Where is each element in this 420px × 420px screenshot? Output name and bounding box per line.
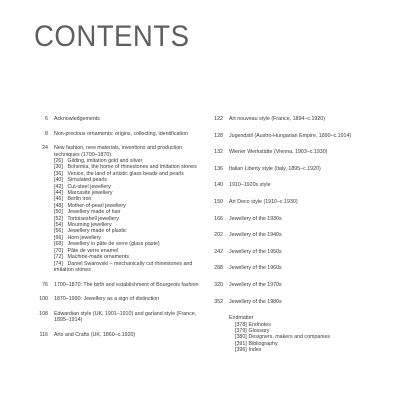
toc-title: Acknowledgements (54, 116, 100, 122)
toc-entry (34, 332, 204, 338)
toc-sub-title: Tortoiseshell jewellery (67, 215, 119, 222)
endmatter-title: Designers, makers and companies (248, 334, 331, 341)
toc-sub-page: [30] (54, 164, 63, 171)
endmatter-item (235, 347, 389, 353)
toc-title: 1910–1920s style (229, 182, 271, 189)
toc-sub-page: [36] (54, 170, 63, 177)
toc-sub-page: [54] (54, 222, 63, 229)
toc-page-number: 108 (39, 310, 48, 317)
toc-title: Italian Liberty style (Italy, 1895–c.1920) (229, 165, 321, 172)
toc-sub-page: [68] (54, 241, 63, 248)
toc-entry (209, 182, 389, 188)
endmatter-title: Index (248, 347, 262, 354)
endmatter-title: Endnotes (248, 321, 271, 328)
endmatter-page: [380] (235, 334, 247, 341)
toc-entry (209, 265, 389, 271)
toc-entry (209, 166, 389, 172)
contents-left-column (34, 116, 204, 338)
toc-title: 1700–1870: The birth and establishment of Bourgeois fashion (54, 281, 199, 288)
toc-entry (209, 216, 389, 222)
toc-page-number: 76 (42, 281, 48, 288)
toc-title: Jewellery of the 1980s (229, 298, 282, 305)
toc-entry (209, 282, 389, 288)
toc-entry (34, 296, 204, 302)
toc-sub-title: Simulated pearls (67, 177, 107, 184)
toc-entry (34, 131, 204, 137)
toc-page-number: 242 (214, 248, 223, 255)
toc-page-number: 352 (214, 298, 223, 305)
contents-right-column (209, 116, 389, 354)
toc-subentry (54, 261, 204, 274)
toc-title: Jewellery of the 1950s (229, 248, 282, 255)
toc-subentry-list (54, 158, 204, 273)
toc-entry (34, 282, 204, 288)
toc-entry (209, 249, 389, 255)
toc-page-number: 122 (214, 116, 223, 122)
toc-sub-title: Cut-steel jewellery (67, 183, 111, 190)
toc-title: Jugendstil (Austro-Hungarian Empire, 1890–c.1914) (229, 132, 352, 139)
endmatter-page: [378] (235, 321, 247, 328)
toc-sub-title: Pâte de verre enamel (67, 247, 119, 254)
endmatter-list (235, 322, 389, 354)
toc-title: Jewellery of the 1930s (229, 215, 282, 222)
toc-sub-title: Jewellery made of hair (67, 209, 121, 216)
toc-sub-page: [42] (54, 183, 63, 190)
toc-entry (34, 145, 204, 158)
endmatter-page: [391] (235, 340, 247, 347)
toc-sub-title: Jewellery made of plastic (67, 228, 127, 235)
toc-sub-page: [74] (54, 260, 63, 267)
toc-page-number: 128 (214, 132, 223, 139)
endmatter-title: Glossary (248, 327, 270, 334)
toc-sub-title: Marcasite jewellery (67, 190, 113, 197)
toc-entry (34, 311, 204, 324)
toc-sub-title: Venice, the land of artistic glass beads and pearls (67, 170, 184, 177)
toc-sub-page: [50] (54, 209, 63, 216)
toc-page-number: 24 (42, 145, 48, 152)
toc-sub-title: Gilding, imitation gold and silver (67, 158, 143, 164)
toc-sub-page: [70] (54, 247, 63, 254)
toc-page-number: 150 (214, 198, 223, 205)
toc-page-number: 202 (214, 232, 223, 239)
toc-title: Art Deco style (1910–c.1930) (229, 198, 298, 205)
toc-page-number: 8 (45, 130, 48, 137)
toc-sub-page: [52] (54, 215, 63, 222)
endmatter-page: [396] (235, 347, 247, 354)
toc-sub-page: [44] (54, 190, 63, 197)
toc-page-number: 320 (214, 281, 223, 288)
toc-page-number: 136 (214, 165, 223, 172)
toc-sub-title: Mother-of-pearl jewellery (67, 202, 126, 209)
toc-page-number: 6 (45, 116, 48, 122)
toc-sub-page: [56] (54, 228, 63, 235)
toc-sub-page: [66] (54, 234, 63, 241)
toc-title: New fashion, new materials, inventions and production techniques (1700–1870) (54, 145, 183, 158)
toc-title: Jewellery of the 1940s (229, 232, 282, 239)
toc-sub-title: Daniel Swarovski – mechanically cut rhinestones and imitation stones (54, 260, 193, 273)
toc-title: Edwardian style (UK, 1901–1910) and garland style (France, 1895–1914) (54, 310, 197, 324)
endmatter-page: [379] (235, 327, 247, 334)
toc-sub-title: Machine-made ornaments (67, 254, 130, 261)
toc-title: Arts and Crafts (UK, 1860–c.1920) (54, 331, 136, 338)
toc-sub-page: [40] (54, 177, 63, 184)
toc-sub-title: Mourning jewellery (67, 222, 112, 229)
toc-entry (209, 199, 389, 205)
toc-title: Wiener Werkstätte (Vienna, 1903–c.1930) (229, 149, 328, 156)
toc-title: Jewellery of the 1960s (229, 265, 282, 272)
toc-entry (34, 116, 204, 122)
page-title: CONTENTS (34, 20, 190, 53)
toc-entry (209, 116, 389, 122)
toc-page-number: 166 (214, 215, 223, 222)
toc-entry (209, 149, 389, 155)
toc-entry (209, 299, 389, 305)
toc-sub-title: Jewellery in pâte de verre (glass paste) (67, 241, 160, 248)
toc-sub-page: [46] (54, 196, 63, 203)
toc-entry (209, 133, 389, 139)
toc-title: 1870–1990: Jewellery as a sign of distinction (54, 296, 160, 303)
toc-sub-title: Horn jewellery (67, 234, 102, 241)
toc-sub-page: [48] (54, 202, 63, 209)
toc-title: Jewellery of the 1970s (229, 281, 282, 288)
toc-page-number: 140 (214, 182, 223, 189)
toc-page-number: 100 (39, 296, 48, 303)
toc-title: Art nouveau style (France, 1894–c.1920) (229, 116, 325, 122)
toc-title: Non-precious ornaments: origins, collecting, identification (54, 130, 188, 137)
toc-page-number: 132 (214, 149, 223, 156)
toc-sub-page: [72] (54, 254, 63, 261)
toc-page-number: 116 (39, 331, 48, 338)
toc-entry (209, 232, 389, 238)
toc-sub-page: [26] (54, 158, 63, 164)
endmatter-section (209, 315, 389, 353)
toc-sub-title: Berlin iron (67, 196, 92, 203)
toc-page-number: 288 (214, 265, 223, 272)
endmatter-title: Bibliography (248, 340, 278, 347)
toc-sub-title: Bohemia, the home of rhinestones and imitation stones (67, 164, 197, 171)
endmatter-heading: Endmatter (229, 315, 254, 322)
